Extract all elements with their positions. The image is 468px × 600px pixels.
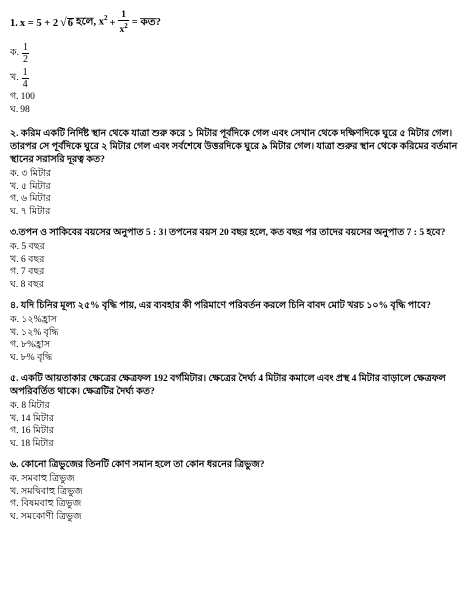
- question-5: [10, 373, 458, 450]
- question-1-text: [10, 6, 458, 40]
- options-list: [10, 400, 458, 450]
- equals-question: = কত?: [131, 16, 161, 28]
- question-6: [10, 459, 458, 523]
- option-c: গ. বিষমবাহু ত্রিভুজ: [10, 499, 82, 509]
- option-d: ঘ. ৮% বৃদ্ধি: [10, 352, 53, 363]
- options-list: [10, 168, 458, 218]
- option-a: ক. সমবাহু ত্রিভুজ: [10, 474, 75, 484]
- option-c: গ. 7 বছর: [10, 267, 45, 277]
- option-b: খ. ৫ মিটার: [10, 181, 51, 192]
- option-a: ক. 8 মিটার: [10, 401, 50, 411]
- option-c: গ. 16 মিটার: [10, 426, 55, 436]
- question-2-text: ২. করিম একটি নির্দিষ্ট স্থান থেকে যাত্রা শুরু করে ১ মিটার পূর্বদিকে গেল এবং সেখান থেকে দক্ষিণদিকে ঘুরে ৫ মিটার গেল। তারপর সে পূর্বদিকে ঘুরে ২ মিটার গেল এবং সর্বশেষে উত্তরদিকে ঘুরে ৯ মিটার গেল। যাত্রা শুরুর স্থান থেকে করিমের বর্তমান স্থানের সরাসরি দূরত্ব কত?: [10, 129, 458, 165]
- question-6-text: ৬. কোনো ত্রিভুজের তিনটি কোণ সমান হলে তা কোন ধরনের ত্রিভুজ?: [10, 460, 265, 470]
- question-1: [10, 6, 458, 116]
- question-4: [10, 300, 458, 364]
- option-d: ঘ. 98: [10, 104, 30, 115]
- option-a: ক. 5 বছর: [10, 242, 45, 252]
- question-3-text: ৩.তপন ও সাকিবের বয়সের অনুপাত 5 : 3। তপনের বয়স 20 বছর হলে, কত বছর পর তাদের বয়সের অনুপাত 7 : 5 হবে?: [10, 228, 446, 238]
- option-a: ক. $\frac{1}{2}$: [10, 42, 29, 65]
- option-b: খ. $\frac{1}{4}$: [10, 67, 28, 90]
- option-c: গ. 100: [10, 92, 35, 102]
- math-expression-tail: হলে, $x^2$: [75, 14, 108, 28]
- option-d: ঘ. ৭ মিটার: [10, 206, 51, 217]
- math-expression: x = 5 + 2: [19, 17, 59, 29]
- option-b: খ. সমদ্বিবাহু ত্রিভুজ: [10, 486, 83, 497]
- options-list: [10, 473, 458, 523]
- options-list: [10, 241, 458, 291]
- option-c: গ. ৮%হ্রাস: [10, 340, 51, 350]
- options-list: [10, 314, 458, 364]
- option-a: ক. ১২%হ্রাস: [10, 315, 57, 325]
- question-4-text: ৪. যদি চিনির মূল্য ২৫% বৃদ্ধি পায়, এর ব্যবহার কী পরিমাণে পরিবর্তন করলে চিনি বাবদ মোট খরচ ১০% বৃদ্ধি পাবে?: [10, 301, 431, 311]
- option-b: খ. ১২% বৃদ্ধি: [10, 327, 59, 338]
- option-c: গ. ৬ মিটার: [10, 194, 51, 204]
- option-b: খ. 14 মিটার: [10, 413, 55, 424]
- question-number: 1.: [10, 17, 18, 29]
- fraction: $\frac{1}{x^2}$: [119, 10, 128, 36]
- question-3: [10, 227, 458, 291]
- option-d: ঘ. সমকোণী ত্রিভুজ: [10, 511, 82, 522]
- square-root: √ 6: [60, 15, 73, 29]
- option-d: ঘ. 8 বছর: [10, 279, 45, 290]
- plus-sign: +: [109, 17, 116, 29]
- option-d: ঘ. 18 মিটার: [10, 438, 54, 449]
- option-a: ক. ৩ মিটার: [10, 169, 52, 179]
- question-5-text: ৫. একটি আয়তাকার ক্ষেত্রের ক্ষেত্রফল 192 বর্গমিটার। ক্ষেত্রের দৈর্ঘ্য 4 মিটার কমালে এবং প্রস্থ 4 মিটার বাড়ালে ক্ষেত্রফল অপরিবর্তিত থাকে। ক্ষেত্রটির দৈর্ঘ্য কত?: [10, 374, 446, 397]
- options-list: [10, 41, 458, 116]
- question-2: [10, 128, 458, 218]
- option-b: খ. 6 বছর: [10, 254, 45, 265]
